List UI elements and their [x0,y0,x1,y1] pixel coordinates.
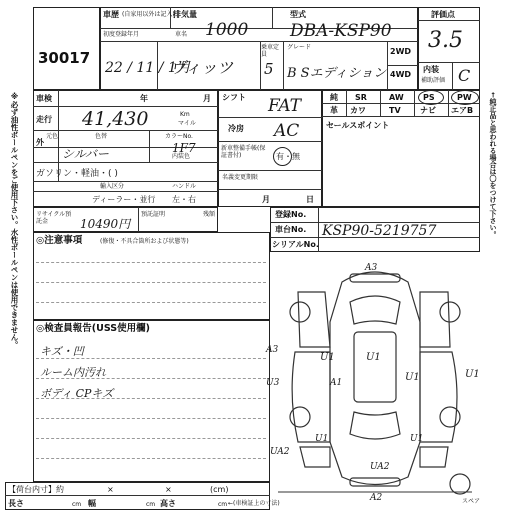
footer-note: ←(車検証上の寸法) [228,500,280,507]
car-name-value: ヴィッツ [170,58,234,77]
mark-a1: A1 [330,378,343,388]
drive-4wd: 4WD [390,70,412,79]
spare-label: スペア [462,498,481,505]
length-label: 長さ [8,499,24,508]
height-label: 高さ [160,499,176,508]
mile-label: マイル [178,120,196,127]
inspector-line-3: ボディ CPキズ [40,387,114,400]
cargo-label: 【荷台内寸】約 [8,485,64,494]
left-vertical-note: ※必ず油性ボールペンをご使用下さい。水性ボールペンは使用できません。 [10,92,19,349]
mark-a2: A2 [370,493,383,503]
times-2: × [165,485,172,494]
interior-value: C [458,66,471,85]
mileage-label: 走行 [36,115,52,124]
recycle-label: リサイクル預託金 [36,211,72,225]
year-label: 年 [140,94,148,103]
equip-leather: 革 [330,106,338,115]
width-label: 幅 [88,499,96,508]
interior-sub: 補助評価 [421,77,446,84]
reg-no-label: 登録No. [275,210,307,219]
displacement-value: 1000 [205,20,249,40]
equip-tv: TV [389,106,401,115]
lot-number: 30017 [38,49,91,67]
cargo-cm: (cm) [210,485,229,494]
equip-navi: ナビ [420,106,436,115]
cm-1: cm [72,501,82,508]
shift-label: シフト [222,93,246,102]
mark-a3-top: A3 [365,263,378,273]
grade-label: グレード [287,44,312,51]
mark-u1-a: U1 [320,352,335,363]
inspector-line-1: キズ・凹 [40,345,84,358]
pw-circle [451,90,479,105]
rating-value: 3.5 [428,28,463,53]
vehicle-history-label: 車歴 [103,10,119,19]
inspector-line-2: ルーム内汚れ [40,366,106,379]
equip-kawa: カワ [350,106,366,115]
model-value: DBA-KSP90 [290,21,392,41]
mark-u1-d: U1 [465,369,480,380]
first-reg-value: 22 / 11 / 1月 [105,60,191,76]
name-change-label: 名義変更期限 [222,174,259,181]
mark-ua2-left: UA2 [270,447,290,457]
mark-u1-e: U1 [315,434,329,444]
color-value: シルバー [62,147,109,161]
vehicle-history-note: (自家用以外は記入) [122,11,175,18]
mark-a3-left: A3 [266,345,279,355]
cm-2: cm [146,501,156,508]
shift-value: FAT [268,96,302,116]
equip-aw: AW [389,93,404,102]
attention-sub: (修復・不具合箇所および状態等) [100,238,189,245]
interior-label: 内装 [423,65,439,74]
model-label: 型式 [290,10,306,19]
color-code-label: カラーNo. [165,133,193,140]
mark-u1-c: U1 [405,372,420,383]
seats-label: 乗車定員 [261,44,280,58]
side-note: ←純正品と思われる場合は〇をつけて下さい。 [489,92,497,238]
mark-u1-b: U1 [366,352,381,363]
handle-label: ハンドル [172,183,197,190]
month-label: 月 [203,94,211,103]
handle-options: 左・右 [172,195,196,204]
recycle-value: 10490円 [80,217,131,231]
times-1: × [107,485,114,494]
equip-pw: PW [457,93,472,102]
seats-value: 5 [264,60,274,78]
ac-label: 冷房 [228,124,244,133]
chassis-label: 車台No. [275,225,307,234]
inspector-label: ◎検査員報告(USS使用欄) [36,323,150,334]
serial-label: シリアルNo. [272,240,319,249]
import-label: 輸入区分 [100,183,125,190]
equip-sr: SR [355,93,367,102]
km-label: Km [180,111,190,118]
manual-circle [273,147,292,166]
cm-3: cm [218,501,228,508]
name-change-day: 日 [306,195,314,204]
inspection-label: 車検 [36,94,52,103]
mark-ua2-bottom: UA2 [370,462,390,472]
sales-points-label: セールスポイント [326,121,390,130]
equip-ps: PS [423,93,435,102]
mileage-value: 41,430 [82,108,149,130]
ac-value: AC [274,121,300,141]
mark-u3: U3 [266,378,280,388]
rating-label: 評価点 [431,10,455,19]
equip-jun: 純 [330,93,338,102]
reduced-amount-label: 残額 [203,211,216,218]
ps-circle [418,90,444,105]
dealer-label: ディーラー・並行 [92,195,156,204]
name-change-month: 月 [262,195,270,204]
equip-airbag: エアB [451,106,474,115]
color-prefix: 外 [36,138,44,147]
original-color-label: 元色 [46,133,59,140]
grade-value: B Sエディション [287,66,387,81]
mark-u1-f: U1 [410,434,424,444]
car-name-label: 車名 [175,31,188,38]
color-label: 色替 [95,133,108,140]
chassis-value: KSP90-5219757 [322,223,437,239]
drive-2wd: 2WD [390,47,412,56]
first-reg-label: 初度登録年月 [103,31,140,38]
color-code-value: 1F7 [172,141,196,155]
reduced-label: 預託証明 [141,211,166,218]
manual-options: 有・無 [276,152,300,161]
interior-color-label: 内装色 [172,153,191,160]
manual-label: 新車整備手帳(保証書付) [221,145,266,159]
attention-label: ◎注意事項 [36,235,83,246]
displacement-label: 排気量 [173,10,197,19]
fuel-value: ガソリン・軽油・( ) [36,169,118,179]
